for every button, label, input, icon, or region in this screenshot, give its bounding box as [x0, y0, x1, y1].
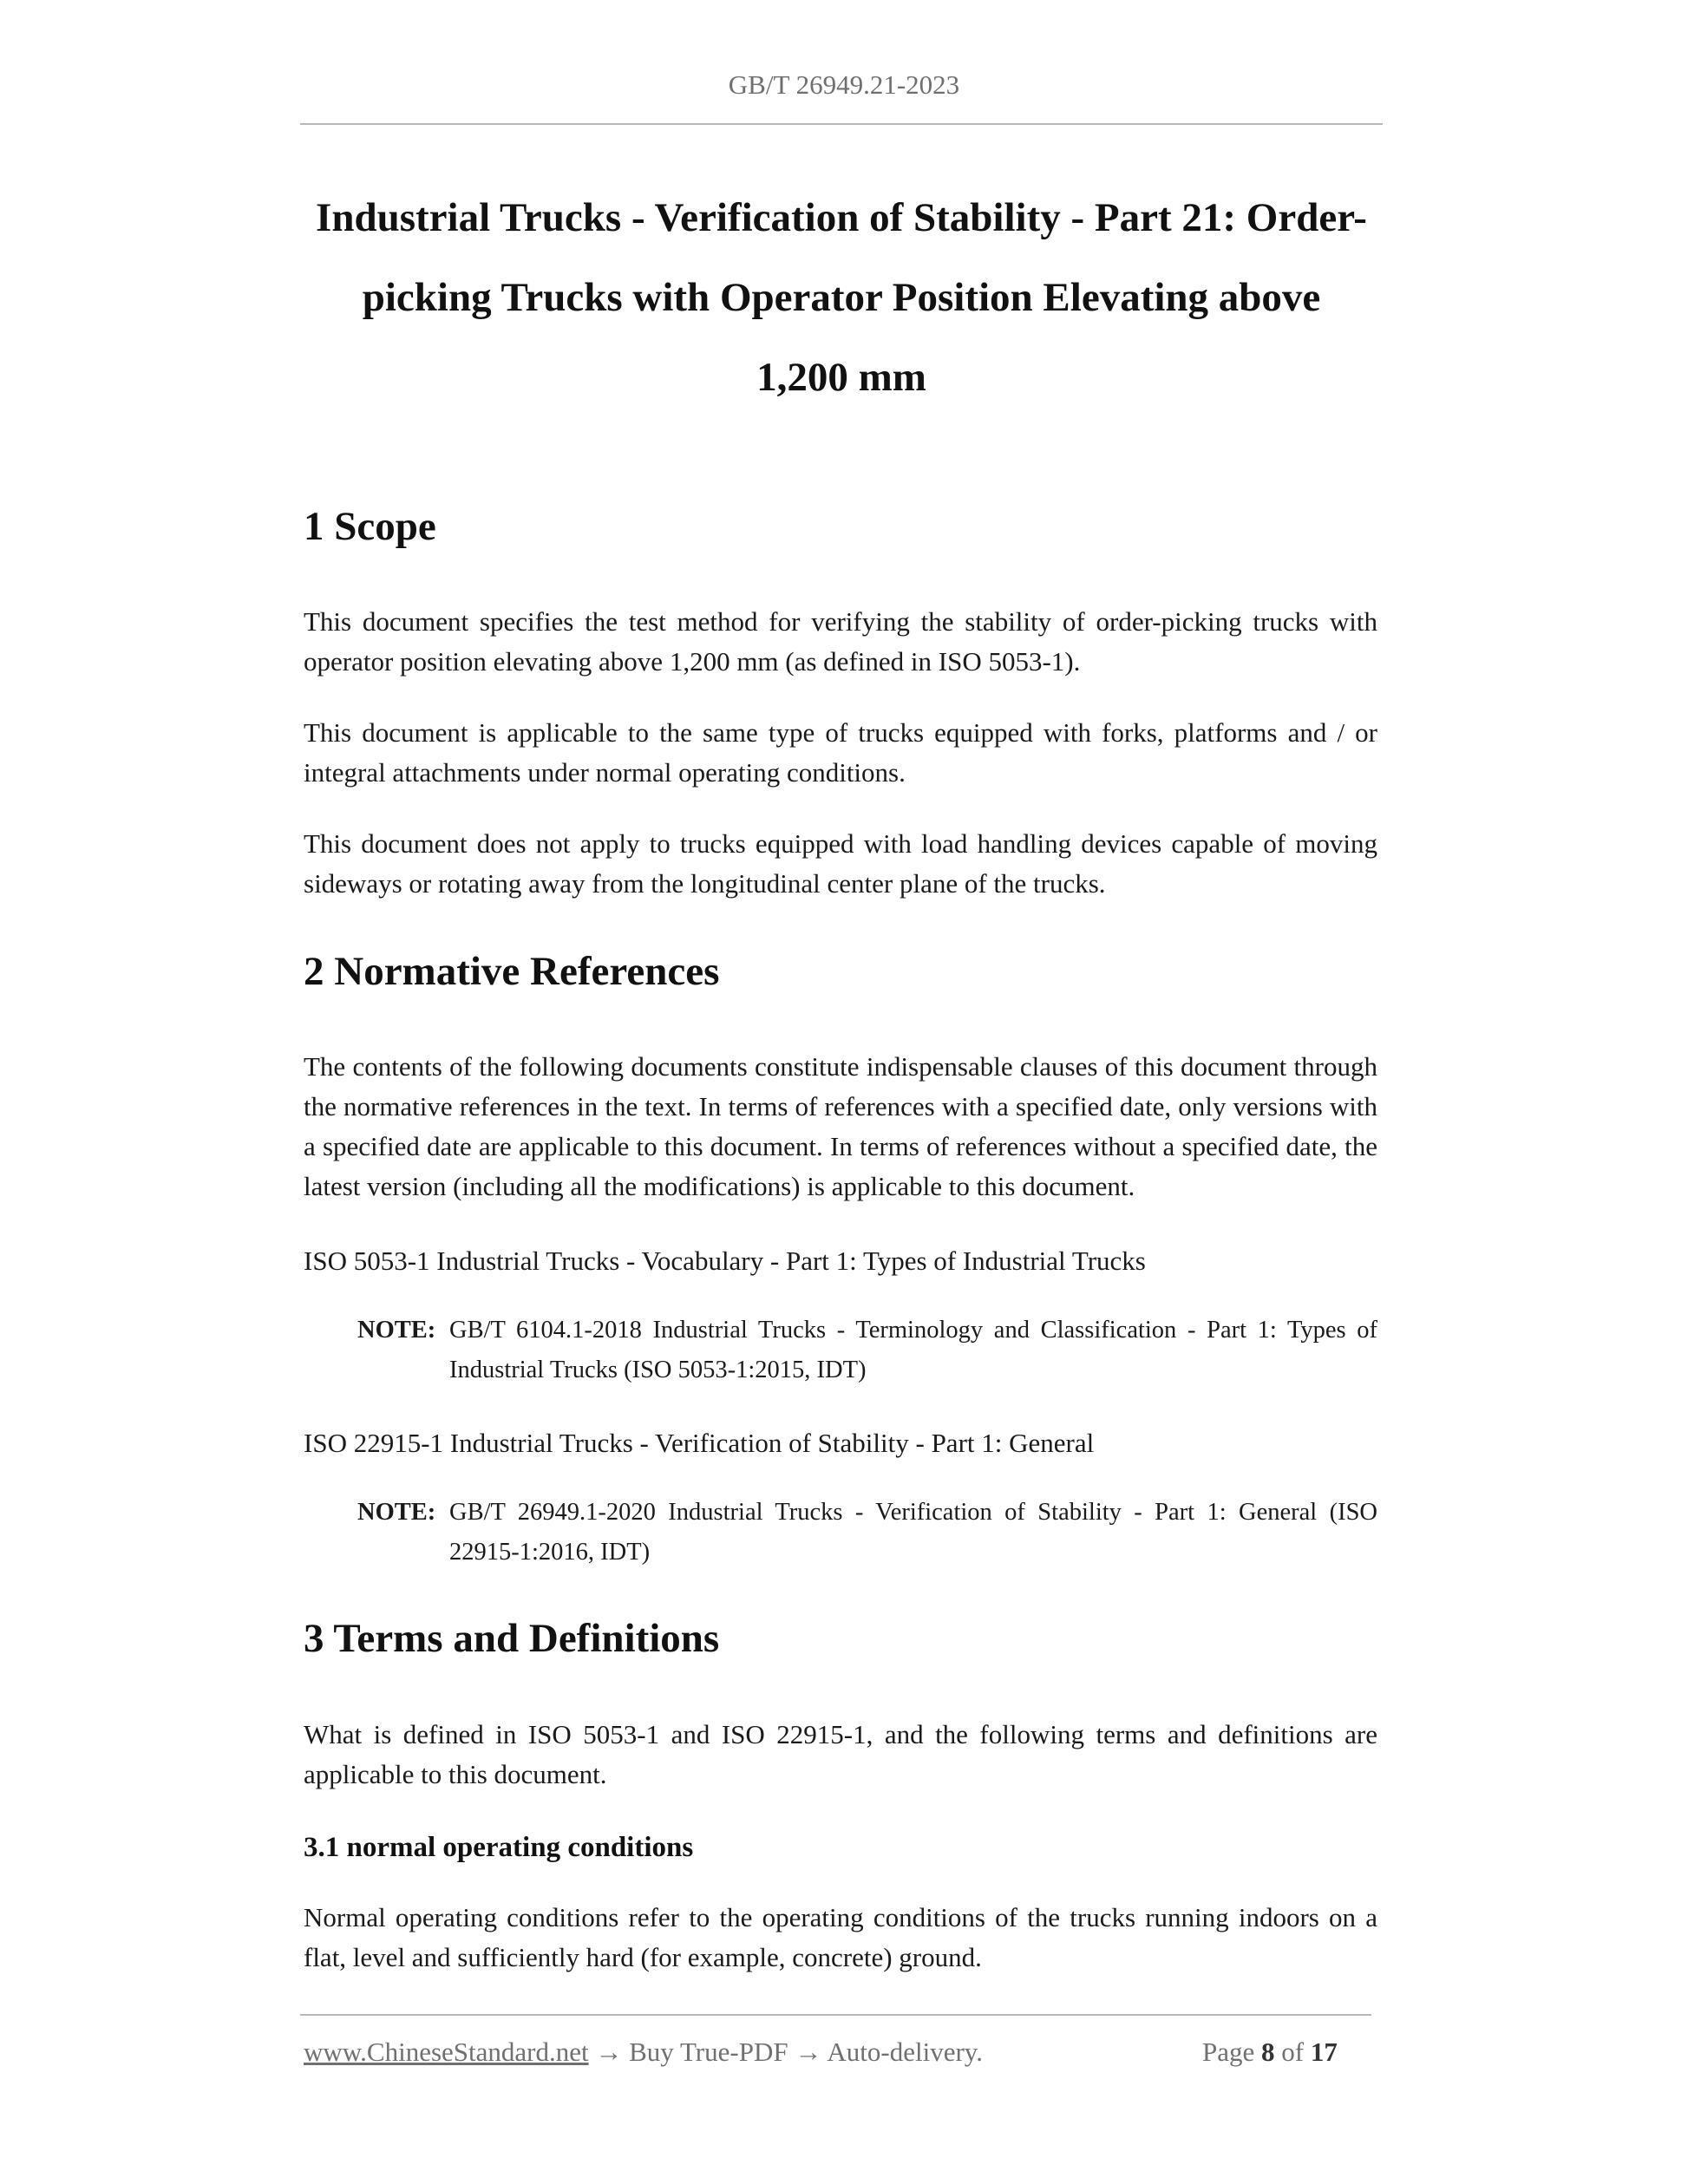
buy-pdf-text: Buy True-PDF — [629, 2037, 788, 2067]
auto-delivery-text: Auto-delivery. — [827, 2037, 984, 2067]
total-pages-number: 17 — [1310, 2037, 1338, 2067]
scope-paragraph-2: This document is applicable to the same type of trucks equipped with forks, platforms and / or integral attachments under normal operating conditions. — [304, 717, 1377, 788]
note-text: GB/T 26949.1-2020 Industrial Trucks - Verification of Stability - Part 1: General (ISO 22915-1:2016, IDT) — [449, 1499, 1377, 1566]
header-divider — [300, 123, 1383, 125]
title-line-2: picking Trucks with Operator Position Elevating above — [362, 275, 1321, 320]
document-code-header: GB/T 26949.21-2023 — [728, 69, 960, 100]
section-heading-terms-definitions: 3 Terms and Definitions — [304, 1616, 720, 1661]
scope-paragraph-3: This document does not apply to trucks equipped with load handling devices capable of moving sideways or rotating away from the longitudinal center plane of the trucks. — [304, 828, 1377, 899]
normative-intro-paragraph: The contents of the following documents constitute indispensable clauses of this document through the normative references in the text. In terms of references with a specified date, only versions with a specified date are applicable to this document. In terms of references without a specified date, the latest version (including all the modifications) is applicable to this document. — [304, 1051, 1377, 1201]
of-label: of — [1281, 2037, 1305, 2067]
footer-promo — [304, 2037, 983, 2068]
note-text: GB/T 6104.1-2018 Industrial Trucks - Terminology and Classification - Part 1: Types of Industrial Trucks (ISO 5053-1:2015, IDT) — [449, 1317, 1377, 1383]
terms-intro-paragraph: What is defined in ISO 5053-1 and ISO 22915-1, and the following terms and definitions are applicable to this document. — [304, 1719, 1377, 1789]
title-line-1: Industrial Trucks - Verification of Stability - Part 21: Order- — [316, 195, 1367, 240]
scope-paragraph-1: This document specifies the test method for verifying the stability of order-picking trucks with operator position elevating above 1,200 mm (as defined in ISO 5053-1). — [304, 606, 1377, 677]
title-line-3: 1,200 mm — [756, 355, 926, 400]
footer-divider — [300, 2014, 1371, 2016]
term-definition-paragraph: Normal operating conditions refer to the operating conditions of the trucks running indoors on a flat, level and sufficiently hard (for example, concrete) ground. — [304, 1902, 1377, 1972]
page-label: Page — [1202, 2037, 1255, 2067]
reference-iso-22915-1: ISO 22915-1 Industrial Trucks - Verification of Stability - Part 1: General — [304, 1428, 1095, 1458]
document-title — [286, 178, 1397, 417]
section-heading-scope: 1 Scope — [304, 504, 436, 549]
reference-note-2 — [357, 1493, 1377, 1573]
reference-iso-5053-1: ISO 5053-1 Industrial Trucks - Vocabulary - Part 1: Types of Industrial Trucks — [304, 1246, 1146, 1276]
current-page-number: 8 — [1261, 2037, 1275, 2067]
note-label: NOTE: — [357, 1499, 436, 1526]
note-label: NOTE: — [357, 1317, 436, 1344]
arrow-right-icon: → — [795, 2037, 822, 2067]
arrow-right-icon: → — [595, 2037, 623, 2067]
page-indicator — [1202, 2037, 1338, 2068]
reference-note-1 — [357, 1311, 1377, 1390]
website-link[interactable]: www.ChineseStandard.net — [304, 2037, 589, 2067]
section-heading-normative-references: 2 Normative References — [304, 949, 720, 994]
term-heading-normal-operating-conditions: 3.1 normal operating conditions — [304, 1832, 694, 1863]
